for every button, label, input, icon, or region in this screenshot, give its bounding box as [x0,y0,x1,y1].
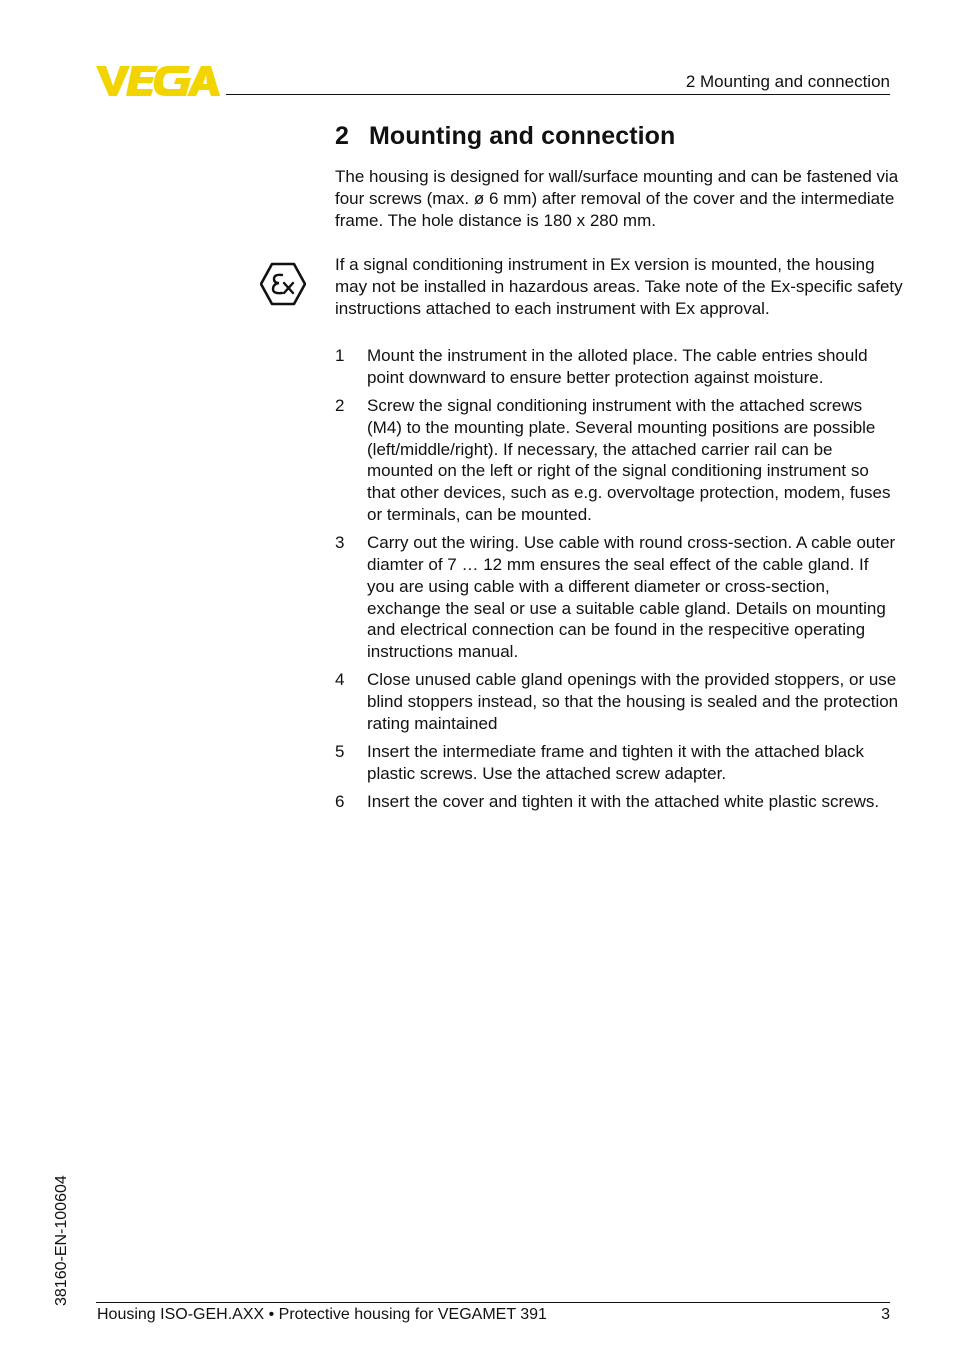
document-code: 38160-EN-100604 [53,1175,70,1306]
step-number: 6 [335,792,345,812]
section-title [335,122,675,151]
step-text: Screw the signal conditioning instrument with the attached screws (M4) to the mounting plate. Several mounting positions are possible (left/middle/right). If necessary, the attached carrier rail can be mounted on the left or right of the signal conditioning instrument so that other devices, such as e.g. overvoltage protection, modem, fuses or terminals, can be mounted. [367,395,891,524]
footer-rule [96,1302,890,1303]
step-item [335,345,900,389]
step-number: 4 [335,670,345,690]
step-number: 2 [335,395,345,415]
intro-paragraph: The housing is designed for wall/surface mounting and can be fastened via four screws (max. ø 6 mm) after removal of the cover and the intermediate frame. The hole distance is 180 x 280 mm. [335,167,899,230]
footer-document-title: Housing ISO-GEH.AXX • Protective housing for VEGAMET 391 [97,1306,547,1323]
ex-warning-text: If a signal conditioning instrument in Ex version is mounted, the housing may not be installed in hazardous areas. Take note of the Ex-specific safety instructions attached to each instrument with Ex approval. [335,255,903,318]
step-number: 5 [335,742,345,762]
step-item [335,741,900,785]
step-text: Insert the cover and tighten it with the attached white plastic screws. [367,792,880,812]
step-text: Insert the intermediate frame and tighten it with the attached black plastic screws. Use the attached screw adapter. [367,742,865,783]
header-section-label: 2 Mounting and connection [685,72,890,91]
mounting-steps [335,345,900,819]
step-number: 1 [335,346,345,365]
vega-logo [96,66,220,98]
step-number: 3 [335,533,345,553]
section-number: 2 [335,122,350,150]
page-number: 3 [881,1306,890,1323]
step-text: Mount the instrument in the alloted place. The cable entries should point downward to ensure better protection against moisture. [367,346,868,387]
step-text: Carry out the wiring. Use cable with round cross-section. A cable outer diamter of 7 … 12 mm ensures the seal effect of the cable gland. If you are using cable with a different diameter or cross-section, exchange the seal or use a suitable cable gland. Details on mounting and electrical connection can be found in the respecitive operating instructions manual. [367,533,896,662]
header-rule [226,94,890,95]
section-title-text: Mounting and connection [369,122,676,150]
ex-symbol-icon [260,262,306,306]
step-item [335,395,900,526]
step-item [335,532,900,663]
step-text: Close unused cable gland openings with the provided stoppers, or use blind stoppers instead, so that the housing is sealed and the protection rating maintained [367,670,899,733]
step-item [335,669,900,734]
step-item [335,791,900,813]
